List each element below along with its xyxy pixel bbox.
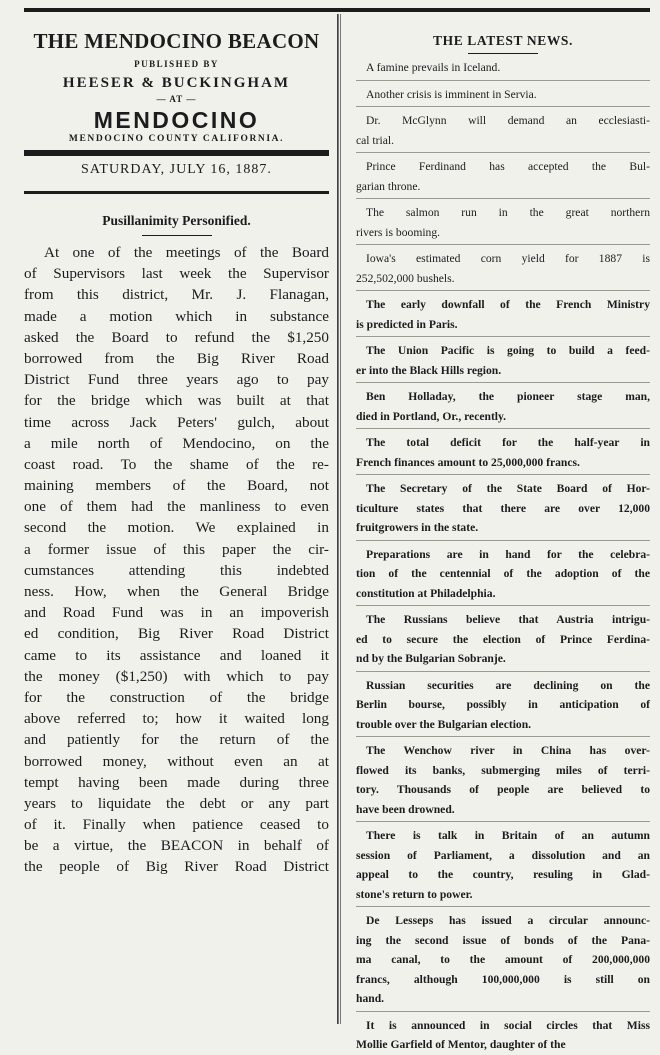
news-item-line: The total deficit for the half-year in (366, 436, 650, 449)
article-line: for the construction of the bridge (24, 688, 329, 706)
news-item (356, 826, 650, 904)
news-item-line: 252,502,000 bushels. (356, 271, 455, 285)
news-item (356, 1016, 650, 1055)
article-line: tempt having been made during three (24, 773, 329, 791)
news-item (356, 157, 650, 196)
news-item-line: trouble over the Bulgarian election. (356, 717, 532, 731)
news-item-line: The Secretary of the State Board of Hor- (366, 482, 650, 495)
news-separator (356, 336, 650, 337)
news-item-line: cal trial. (356, 133, 394, 147)
news-separator (356, 540, 650, 541)
article-line: asked the Board to refund the $1,250 (24, 328, 329, 346)
news-item-line: Ben Holladay, the pioneer stage man, (366, 390, 650, 403)
news-separator (356, 1011, 650, 1012)
news-item-line: died in Portland, Or., recently. (356, 409, 507, 423)
article-line: came to its assistance and loaned it (24, 646, 329, 664)
news-item-line: Prince Ferdinand has accepted the Bul- (366, 160, 650, 173)
news-item-line: have been drowned. (356, 802, 455, 816)
masthead-rule (24, 150, 329, 153)
news-item-line: is predicted in Paris. (356, 317, 458, 331)
article-line: made a motion which in substance (24, 307, 329, 325)
news-item-line: Another crisis is imminent in Servia. (366, 87, 537, 101)
news-item-line: It is announced in social circles that Miss (366, 1018, 650, 1032)
news-item-line: Iowa's estimated corn yield for 1887 is (366, 252, 650, 265)
news-item (356, 911, 650, 1009)
news-item (356, 676, 650, 735)
news-separator (356, 474, 650, 475)
publishers-name: HEESER & BUCKINGHAM (62, 75, 291, 91)
news-item-line: appeal to the country, resuling in Glad- (356, 868, 650, 881)
news-item-line: fruitgrowers in the state. (356, 521, 479, 534)
article-line: of it. Finally when patience ceased to (24, 816, 329, 834)
article-line: second the motion. We explained in (24, 519, 329, 537)
article-line: be a virtue, the BEACON in behalf of (24, 837, 329, 855)
news-list (356, 58, 650, 1055)
news-item-line: tory. Thousands of people are believed to (356, 783, 650, 796)
news-item-line: There is talk in Britain of an autumn (366, 829, 650, 842)
at-label: — AT — (156, 94, 197, 104)
masthead-title: THE MENDOCINO BEACON (33, 29, 320, 53)
news-item (356, 610, 650, 669)
article-line: and patiently for the return of the (24, 731, 329, 749)
issue-date: SATURDAY, JULY 16, 1887. (81, 162, 272, 177)
news-item (356, 545, 650, 604)
article-line: At one of the meetings of the Board (44, 244, 329, 261)
date-rule (24, 191, 329, 194)
news-item-line: flowed its banks, submerging miles of terri- (356, 763, 650, 777)
news-item (356, 741, 650, 819)
news-item-line: Russian securities are declining on the (366, 678, 650, 692)
news-item-line: garian throne. (356, 179, 421, 193)
news-item-line: hand. (356, 992, 385, 1005)
top-rule (24, 8, 650, 12)
news-item (356, 249, 650, 288)
news-item-line: The Russians believe that Austria intrigu- (366, 613, 650, 626)
article-line: and Road Fund was in an impoverish (24, 604, 329, 622)
news-header: THE LATEST NEWS. (432, 33, 574, 48)
news-separator (356, 671, 650, 672)
masthead-county: MENDOCINO COUNTY CALIFORNIA. (68, 134, 285, 144)
article-line: borrowed from the Big River Road (24, 349, 329, 367)
news-item-line: Mollie Garfield of Mentor, daughter of the (356, 1038, 566, 1051)
article-line: coast road. To the shame of the re- (24, 455, 329, 473)
article-line: maining members of the Board, not (24, 477, 329, 495)
news-item-line: Berlin bourse, possibly in anticipation of (356, 698, 650, 711)
article-line: the money ($1,250) with which to pay (24, 667, 329, 685)
news-item-line: session of Parliament, a dissolution and an (356, 848, 650, 862)
article-line: the people of Big River Road District (24, 858, 329, 876)
article-line: for the bridge which was built at that (24, 392, 329, 410)
news-separator (356, 198, 650, 199)
news-item (356, 387, 650, 426)
article-line: cumstances attending this indebted (24, 561, 329, 579)
news-item (356, 203, 650, 242)
news-item-line: er into the Black Hills region. (356, 363, 502, 377)
news-separator (356, 290, 650, 291)
news-item-line: The Wenchow river in China has over- (366, 744, 650, 757)
news-item-line: ing the second issue of bonds of the Pana- (356, 933, 650, 947)
news-item-line: tion of the centennial of the adoption of the (356, 567, 650, 580)
news-separator (356, 106, 650, 107)
headline-rule (142, 235, 212, 236)
article-line: years to liquidate the debt or any part (24, 794, 329, 812)
news-item (356, 85, 650, 105)
news-separator (356, 906, 650, 907)
news-separator (356, 382, 650, 383)
news-separator (356, 821, 650, 822)
column-divider (337, 14, 339, 1024)
news-item-line: De Lesseps has issued a circular announc- (366, 914, 650, 927)
article-line: a mile north of Mendocino, on the (24, 434, 329, 452)
news-item-line: ed to secure the election of Prince Ferdina- (356, 632, 650, 646)
news-item-line: A famine prevails in Iceland. (366, 61, 501, 74)
news-item-line: constitution at Philadelphia. (356, 586, 496, 600)
news-item-line: stone's return to power. (356, 887, 473, 901)
news-item (356, 479, 650, 538)
news-separator (356, 736, 650, 737)
news-item-line: nd by the Bulgarian Sobranje. (356, 652, 506, 665)
left-column (24, 22, 329, 878)
right-column (356, 32, 650, 1055)
article-line: borrowed money, without even an at (24, 752, 329, 770)
article-line: time across Jack Peters' gulch, about (24, 413, 329, 431)
article-line: of Supervisors last week the Supervisor (24, 265, 329, 283)
news-item (356, 295, 650, 334)
news-item-line: ma canal, to the amount of 200,000,000 (356, 953, 650, 966)
news-item-line: Preparations are in hand for the celebra- (366, 547, 650, 561)
article-line: from this district, Mr. J. Flanagan, (24, 286, 329, 304)
news-item-line: French finances amount to 25,000,000 francs. (356, 455, 580, 469)
article-line: ness. How, when the General Bridge (24, 583, 329, 600)
column-divider-inner (340, 14, 341, 1024)
news-item (356, 58, 650, 78)
news-separator (356, 152, 650, 153)
news-header-rule (468, 53, 538, 54)
news-item-line: The early downfall of the French Ministry (366, 298, 650, 311)
article-line: one of them had the manliness to even (24, 498, 329, 516)
article-line: District Fund three years ago to pay (24, 371, 329, 389)
article-line: ed condition, Big River Road District (24, 625, 329, 643)
news-item-line: ticulture states that there are over 12,000 (356, 501, 650, 515)
news-separator (356, 244, 650, 245)
article-headline: Pusillanimity Personified. (102, 213, 251, 228)
news-item-line: rivers is booming. (356, 225, 441, 239)
article-body (24, 242, 329, 878)
article-line: above referred to; how it waited long (24, 710, 329, 728)
news-separator (356, 428, 650, 429)
news-item-line: The Union Pacific is going to build a feed- (366, 344, 650, 357)
news-item-line: francs, although 100,000,000 is still on (356, 972, 650, 986)
news-separator (356, 605, 650, 606)
news-item (356, 341, 650, 380)
news-item (356, 433, 650, 472)
masthead-place: MENDOCINO (93, 107, 260, 133)
news-item-line: The salmon run in the great northern (366, 206, 650, 219)
news-item-line: Dr. McGlynn will demand an ecclesiasti- (366, 114, 650, 127)
news-item (356, 111, 650, 150)
news-separator (356, 80, 650, 81)
article-line: a former issue of this paper the cir- (24, 540, 329, 558)
published-by-label: PUBLISHED BY (134, 59, 219, 69)
